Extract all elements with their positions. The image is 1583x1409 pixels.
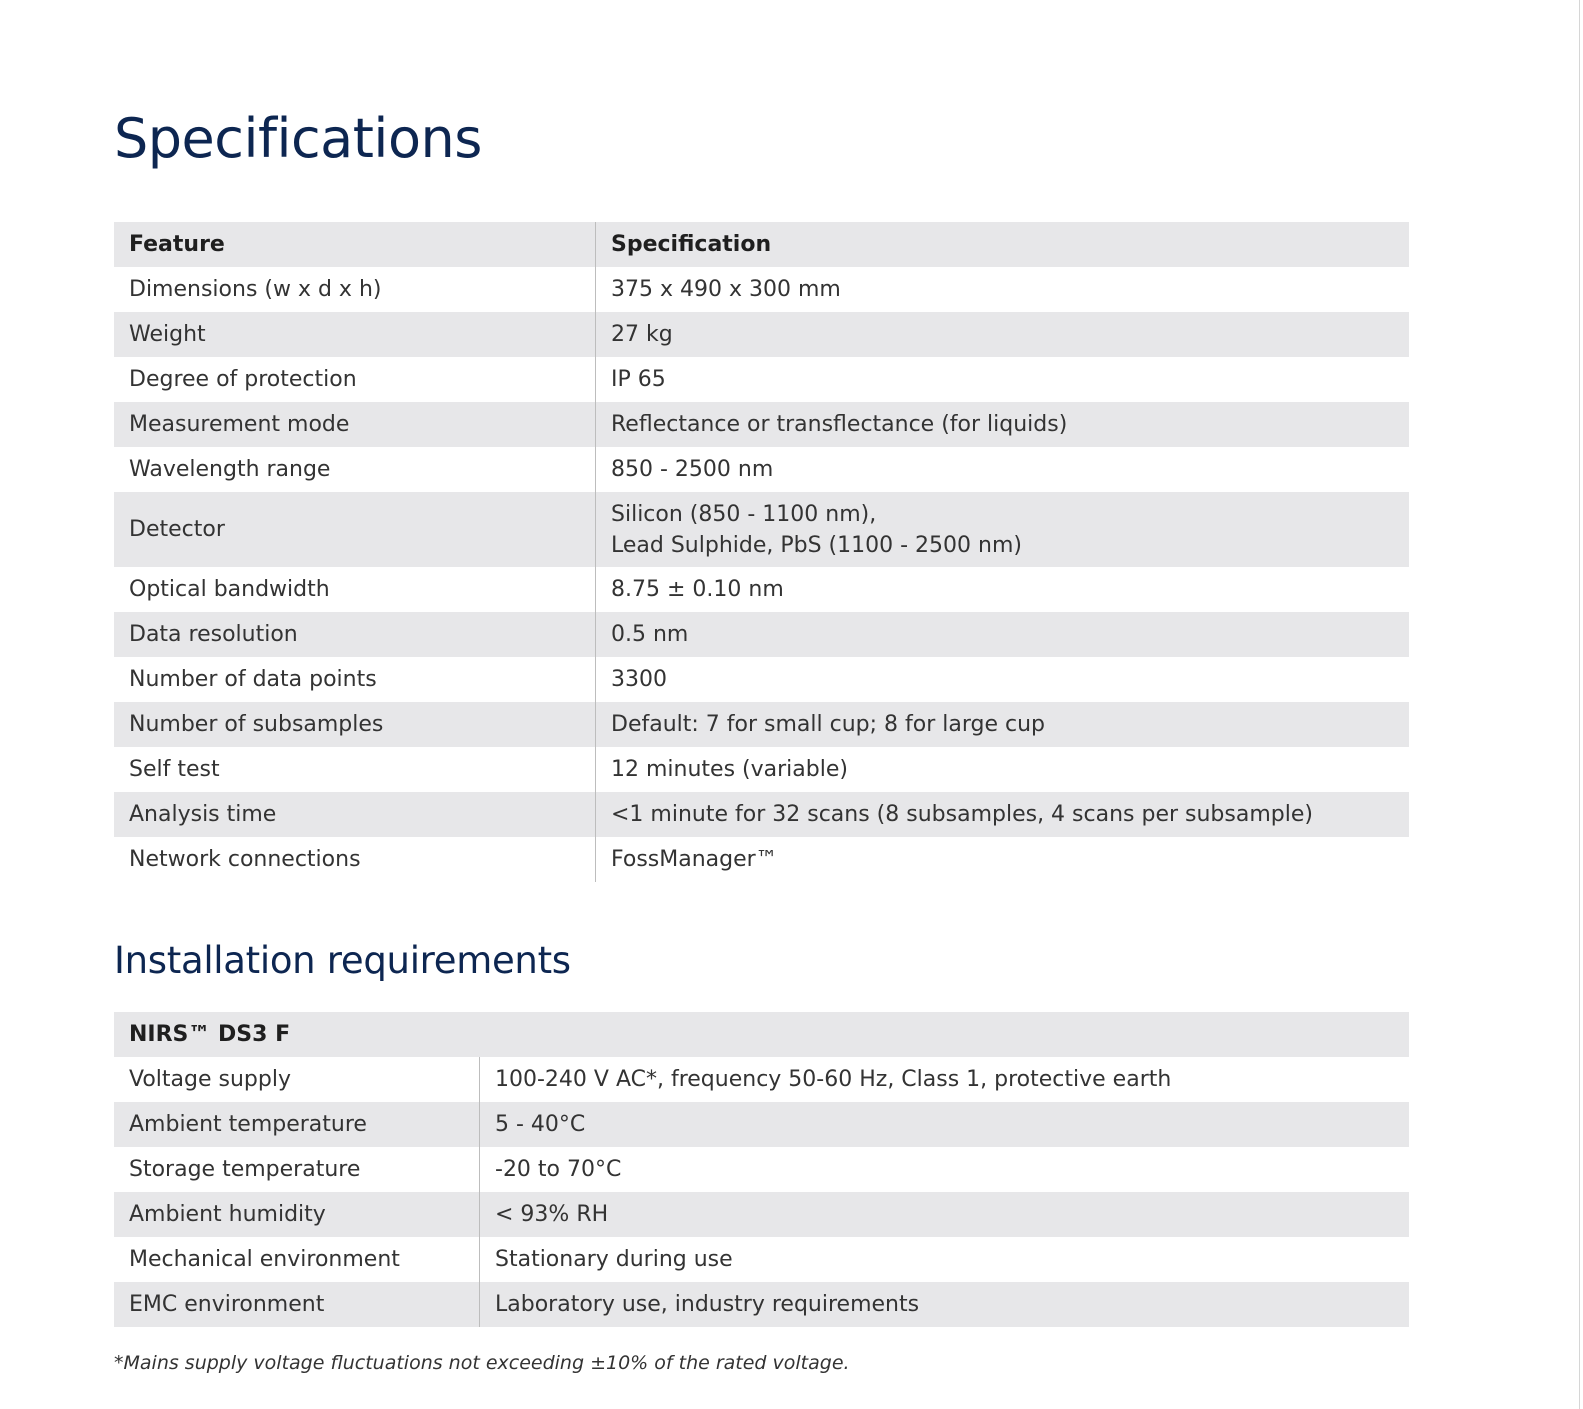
table-row	[114, 1147, 1409, 1192]
requirement-value: Stationary during use	[495, 1247, 733, 1272]
requirement-label: EMC environment	[114, 1282, 480, 1327]
spec-cell: 0.5 nm	[611, 622, 689, 647]
spec-cell: Default: 7 for small cup; 8 for large cup	[611, 712, 1046, 737]
table-row	[114, 312, 1409, 357]
page-edge-line	[1579, 0, 1580, 1409]
requirement-label: Voltage supply	[114, 1057, 480, 1102]
table-row	[114, 1237, 1409, 1282]
page-title: Specifications	[114, 107, 482, 170]
feature-cell: Weight	[114, 312, 596, 357]
table-row	[114, 1057, 1409, 1102]
requirement-value: < 93% RH	[495, 1202, 609, 1227]
feature-cell: Data resolution	[114, 612, 596, 657]
feature-cell: Network connections	[114, 837, 596, 882]
footnote: *Mains supply voltage fluctuations not exceeding ±10% of the rated voltage.	[114, 1352, 850, 1374]
requirement-value: 5 - 40°C	[495, 1112, 586, 1137]
spec-cell: <1 minute for 32 scans (8 subsamples, 4 scans per subsample)	[611, 802, 1313, 827]
table-row	[114, 792, 1409, 837]
feature-cell: Dimensions (w x d x h)	[114, 267, 596, 312]
table-row	[114, 267, 1409, 312]
table-header-row	[114, 222, 1409, 267]
table-row	[114, 357, 1409, 402]
feature-cell: Wavelength range	[114, 447, 596, 492]
requirement-value: Laboratory use, industry requirements	[495, 1292, 920, 1317]
spec-line: Silicon (850 - 1100 nm),	[611, 501, 877, 527]
header-specification: Specification	[611, 232, 772, 257]
spec-cell: 375 x 490 x 300 mm	[611, 277, 841, 302]
requirement-label: Mechanical environment	[114, 1237, 480, 1282]
table-row	[114, 1102, 1409, 1147]
table-row	[114, 837, 1409, 882]
table-row	[114, 657, 1409, 702]
table-row	[114, 567, 1409, 612]
feature-cell: Number of data points	[114, 657, 596, 702]
specifications-table	[114, 222, 1409, 882]
spec-cell	[596, 492, 1409, 567]
table-row	[114, 447, 1409, 492]
spec-cell: FossManager™	[611, 847, 778, 872]
feature-cell: Analysis time	[114, 792, 596, 837]
table-row	[114, 492, 1409, 567]
table-row	[114, 1282, 1409, 1327]
section-title-installation: Installation requirements	[114, 939, 571, 982]
table-row	[114, 1192, 1409, 1237]
spec-cell: 27 kg	[611, 322, 673, 347]
spec-cell: Reflectance or transflectance (for liquids)	[611, 412, 1068, 437]
spec-cell: IP 65	[611, 367, 666, 392]
requirement-label: Storage temperature	[114, 1147, 480, 1192]
spec-cell: 3300	[611, 667, 667, 692]
feature-cell: Measurement mode	[114, 402, 596, 447]
spec-cell: 12 minutes (variable)	[611, 757, 848, 782]
requirement-label: Ambient temperature	[114, 1102, 480, 1147]
spec-line: Lead Sulphide, PbS (1100 - 2500 nm)	[611, 532, 1022, 558]
table-header-row	[114, 1012, 1409, 1057]
requirement-value: 100-240 V AC*, frequency 50-60 Hz, Class 1, protective earth	[495, 1067, 1172, 1092]
installation-table	[114, 1012, 1409, 1327]
header-feature: Feature	[114, 222, 596, 267]
feature-cell: Degree of protection	[114, 357, 596, 402]
table-row	[114, 402, 1409, 447]
table-row	[114, 747, 1409, 792]
feature-cell: Optical bandwidth	[114, 567, 596, 612]
spec-cell: 850 - 2500 nm	[611, 457, 774, 482]
requirement-label: Ambient humidity	[114, 1192, 480, 1237]
feature-cell: Self test	[114, 747, 596, 792]
table-row	[114, 612, 1409, 657]
feature-cell: Detector	[114, 492, 596, 567]
header-model: NIRS™ DS3 F	[129, 1022, 291, 1047]
table-row	[114, 702, 1409, 747]
spec-cell: 8.75 ± 0.10 nm	[611, 577, 784, 602]
feature-cell: Number of subsamples	[114, 702, 596, 747]
requirement-value: -20 to 70°C	[495, 1157, 622, 1182]
